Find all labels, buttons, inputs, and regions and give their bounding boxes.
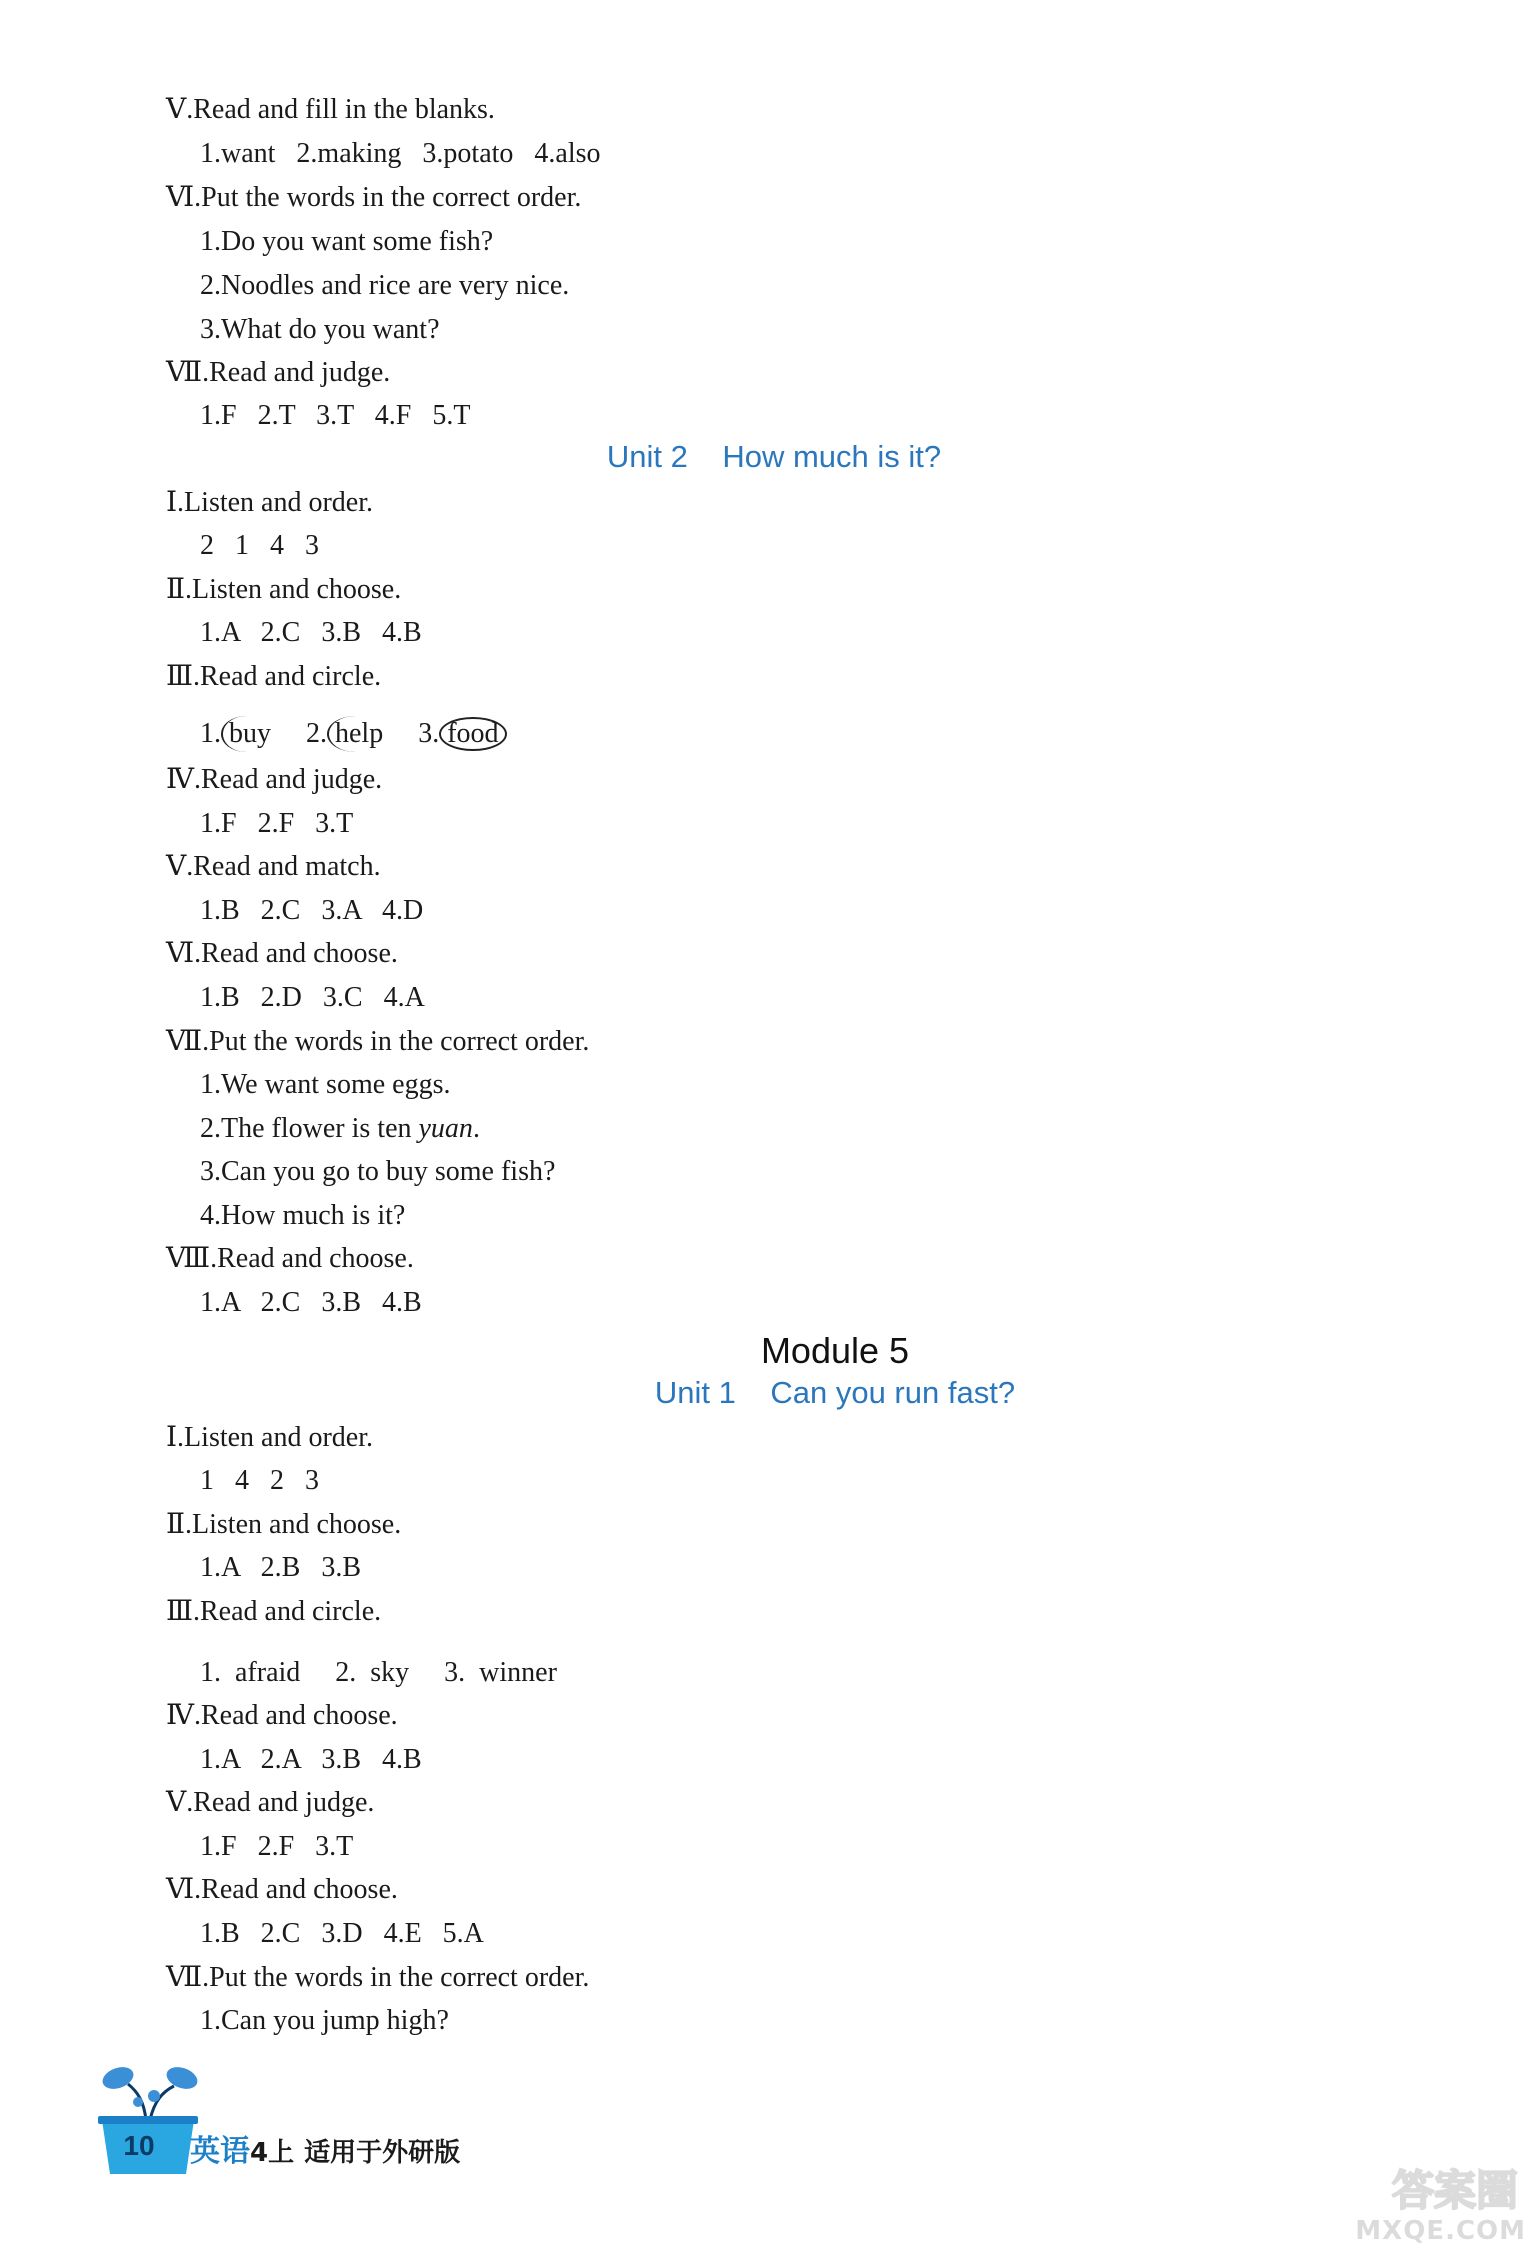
circle-answers	[200, 716, 507, 752]
book-title	[190, 2126, 460, 2170]
page-number: 10	[123, 2130, 155, 2161]
answer-line: 1.B 2.C 3.A 4.D	[200, 895, 424, 926]
section-heading: Ⅱ.Listen and choose.	[166, 574, 402, 605]
section-heading: Ⅵ.Put the words in the correct order.	[166, 182, 582, 213]
page-footer	[94, 2058, 524, 2178]
answer-line: 1.Do you want some fish?	[200, 226, 494, 257]
section-heading: Ⅶ.Put the words in the correct order.	[166, 1026, 590, 1057]
answer-line: 1.A 2.A 3.B 4.B	[200, 1744, 422, 1775]
unit-heading	[0, 1373, 1536, 1413]
answer-line: 3.Can you go to buy some fish?	[200, 1156, 556, 1187]
unit-label: Unit 2	[606, 439, 688, 474]
watermark	[1326, 2166, 1526, 2246]
answer-line: 1.We want some eggs.	[200, 1069, 451, 1100]
section-heading: Ⅶ.Read and judge.	[166, 357, 391, 388]
section-heading: Ⅴ.Read and match.	[166, 851, 381, 882]
answer-line: 1.B 2.D 3.C 4.A	[200, 982, 425, 1013]
answer-line: 1.F 2.T 3.T 4.F 5.T	[200, 400, 471, 431]
answer-number: 2.	[306, 718, 327, 749]
section-heading: Ⅲ.Read and circle.	[166, 1596, 382, 1627]
section-heading: Ⅴ.Read and fill in the blanks.	[166, 94, 495, 125]
answer-line: 1.Can you jump high?	[200, 2005, 449, 2036]
circled-word: food	[439, 717, 506, 751]
answer-text: .	[472, 1113, 480, 1144]
answer-line: 1.F 2.F 3.T	[200, 808, 354, 839]
watermark-domain: MXQE.COM	[1355, 2216, 1526, 2246]
answer-number: 3.	[418, 718, 440, 749]
section-heading: Ⅱ.Listen and choose.	[166, 1509, 402, 1540]
grade-label: 4上	[250, 2138, 295, 2168]
italic-word: yuan	[418, 1113, 473, 1144]
unit-title: How much is it?	[722, 439, 942, 474]
answer-line	[200, 1111, 480, 1147]
answer-line: 1.want 2.making 3.potato 4.also	[200, 138, 601, 169]
answer-line: 1.A 2.B 3.B	[200, 1552, 362, 1583]
circled-word: buy	[221, 716, 271, 752]
subject-label: 英语	[190, 2134, 250, 2169]
section-heading: Ⅶ.Put the words in the correct order.	[166, 1962, 590, 1993]
section-heading: Ⅴ.Read and judge.	[166, 1787, 375, 1818]
unit-label: Unit 1	[654, 1375, 736, 1410]
circled-word: help	[327, 716, 383, 752]
answer-line: 1.A 2.C 3.B 4.B	[200, 617, 422, 648]
answer-line: 1.B 2.C 3.D 4.E 5.A	[200, 1918, 484, 1949]
answer-line: 3.What do you want?	[200, 314, 440, 345]
answer-line: 1.F 2.F 3.T	[200, 1831, 354, 1862]
section-heading: Ⅰ.Listen and order.	[166, 487, 374, 518]
section-heading: Ⅵ.Read and choose.	[166, 938, 398, 969]
section-heading: Ⅳ.Read and judge.	[166, 764, 383, 795]
edition-label: 适用于外研版	[304, 2138, 461, 2168]
answer-line: 2.Noodles and rice are very nice.	[200, 270, 570, 301]
module-title: Module 5	[760, 1330, 910, 1371]
answer-text: 2.The flower is ten	[200, 1113, 419, 1144]
section-heading: Ⅷ.Read and choose.	[166, 1243, 414, 1274]
watermark-logo-text: 答案圈	[1391, 2166, 1518, 2215]
section-heading: Ⅰ.Listen and order.	[166, 1422, 374, 1453]
answer-line: 1 4 2 3	[200, 1465, 319, 1496]
unit-title: Can you run fast?	[770, 1375, 1016, 1410]
answer-line: 1.A 2.C 3.B 4.B	[200, 1287, 422, 1318]
answer-number: 1.	[200, 718, 221, 749]
section-heading: Ⅵ.Read and choose.	[166, 1874, 398, 1905]
answer-line: 4.How much is it?	[200, 1200, 406, 1231]
section-heading: Ⅳ.Read and choose.	[166, 1700, 398, 1731]
answer-line: 1. afraid 2. sky 3. winner	[200, 1657, 557, 1688]
unit-heading	[0, 437, 1536, 477]
answer-line: 2 1 4 3	[200, 530, 319, 561]
section-heading: Ⅲ.Read and circle.	[166, 661, 382, 692]
